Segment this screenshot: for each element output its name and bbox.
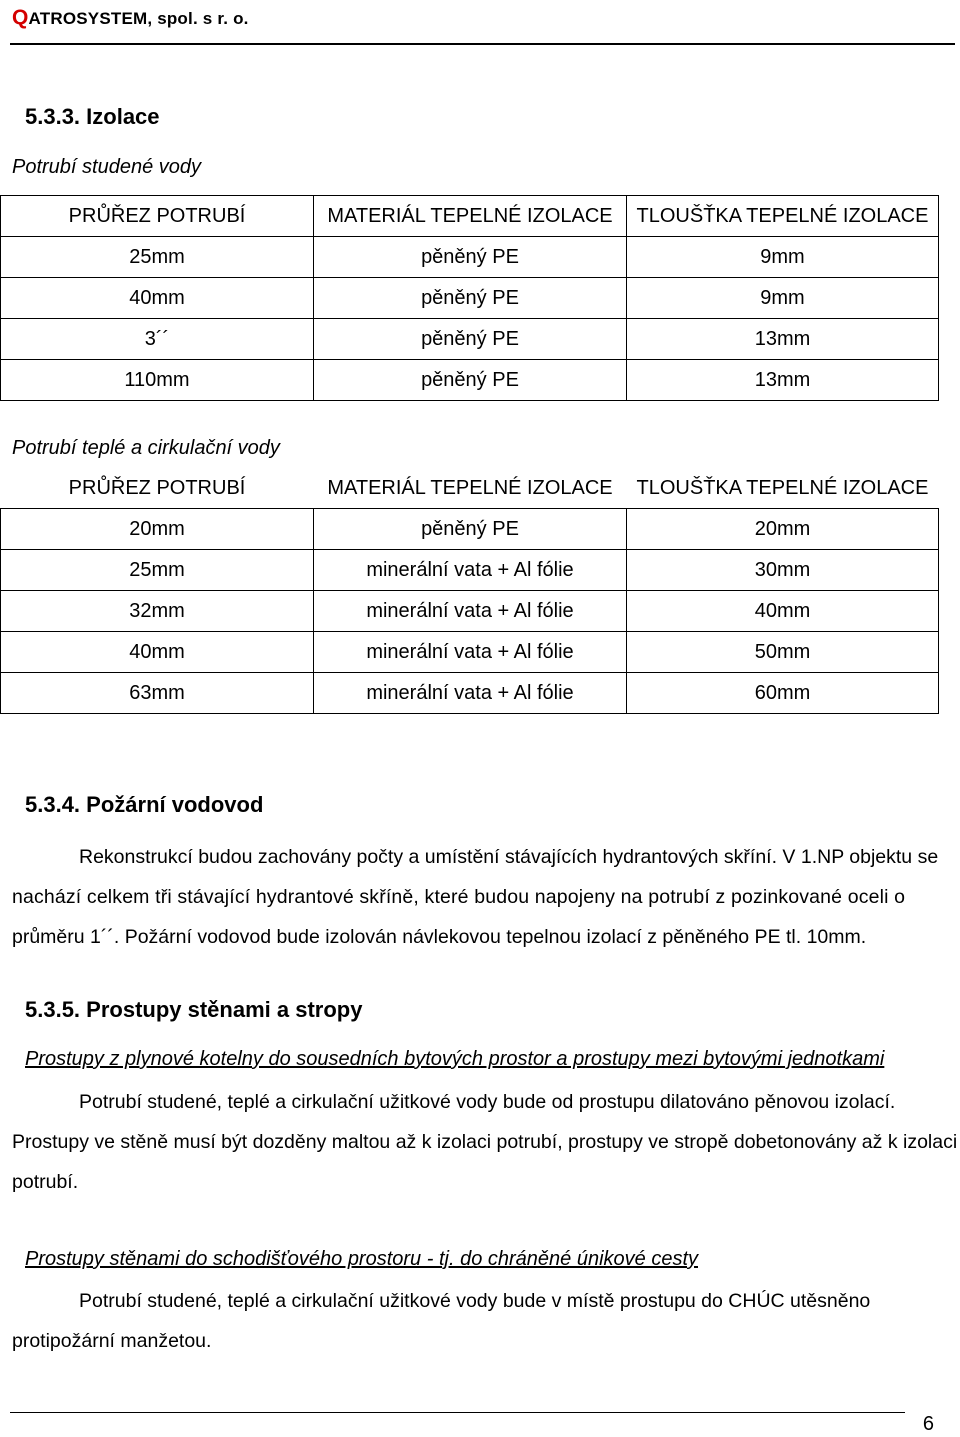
table-cell: pěněný PE	[314, 360, 627, 401]
table-cell: 40mm	[1, 278, 314, 319]
table-row	[1, 673, 939, 714]
passages-subheading-gas-boiler: Prostupy z plynové kotelny do sousedních bytových prostor a prostupy mezi bytovými jednotkami	[25, 1048, 885, 1070]
warm-water-table	[0, 468, 939, 714]
table-cell: pěněný PE	[314, 278, 627, 319]
table-row	[1, 509, 939, 550]
fire-paragraph	[12, 837, 939, 957]
table-cell: minerální vata + Al fólie	[314, 632, 627, 673]
warm-water-title: Potrubí teplé a cirkulační vody	[12, 437, 280, 459]
table-cell: minerální vata + Al fólie	[314, 550, 627, 591]
paragraph-line: průměru 1´´. Požární vodovod bude izolován návlekovou tepelnou izolací z pěněného PE tl. 10mm.	[12, 926, 867, 948]
table-cell: pěněný PE	[314, 237, 627, 278]
table-cell: 110mm	[1, 360, 314, 401]
table-cell: 40mm	[627, 591, 939, 632]
paragraph-line: protipožární manžetou.	[12, 1330, 212, 1352]
table-cell: 9mm	[627, 237, 939, 278]
table-cell: 32mm	[1, 591, 314, 632]
table-cell: 13mm	[627, 319, 939, 360]
column-header: MATERIÁL TEPELNÉ IZOLACE	[314, 196, 627, 237]
paragraph-line: potrubí.	[12, 1171, 79, 1193]
paragraph-line: Potrubí studené, teplé a cirkulační užitkové vody bude od prostupu dilatováno pěnovou izolací.	[79, 1091, 896, 1113]
table-row	[1, 237, 939, 278]
table-cell: 40mm	[1, 632, 314, 673]
company-name-rest: ATROSYSTEM, spol. s r. o.	[28, 9, 249, 28]
table-row	[1, 319, 939, 360]
paragraph-line: Potrubí studené, teplé a cirkulační užitkové vody bude v místě prostupu do CHÚC utěsněno	[79, 1290, 871, 1312]
table-cell: 20mm	[627, 509, 939, 550]
cold-water-title: Potrubí studené vody	[12, 156, 202, 178]
table-header-row	[1, 196, 939, 237]
table-row	[1, 591, 939, 632]
table-cell: 50mm	[627, 632, 939, 673]
table-cell: 25mm	[1, 237, 314, 278]
table-cell: 60mm	[627, 673, 939, 714]
table-cell: 3´´	[1, 319, 314, 360]
table-row	[1, 632, 939, 673]
footer-rule	[10, 1412, 905, 1413]
table-cell: 25mm	[1, 550, 314, 591]
table-cell: pěněný PE	[314, 319, 627, 360]
column-header: PRŮŘEZ POTRUBÍ	[1, 468, 314, 509]
section-heading-fire: 5.3.4. Požární vodovod	[25, 792, 264, 817]
paragraph-line: Prostupy ve stěně musí být dozděny maltou až k izolaci potrubí, prostupy ve stropě dobetonovány až k izolaci	[12, 1131, 958, 1153]
table-row	[1, 360, 939, 401]
table-cell: minerální vata + Al fólie	[314, 591, 627, 632]
company-name	[12, 6, 249, 30]
table-cell: pěněný PE	[314, 509, 627, 550]
table-header-row	[1, 468, 939, 509]
passages-subheading-staircase: Prostupy stěnami do schodišťového prostoru - tj. do chráněné únikové cesty	[25, 1248, 698, 1270]
column-header: TLOUŠŤKA TEPELNÉ IZOLACE	[627, 468, 939, 509]
header-rule	[10, 43, 955, 45]
passages-paragraph-1	[12, 1082, 958, 1202]
cold-water-table	[0, 195, 939, 401]
table-cell: minerální vata + Al fólie	[314, 673, 627, 714]
paragraph-line: Rekonstrukcí budou zachovány počty a umístění stávajících hydrantových skříní. V 1.NP objektu se	[79, 846, 939, 868]
column-header: PRŮŘEZ POTRUBÍ	[1, 196, 314, 237]
table-cell: 13mm	[627, 360, 939, 401]
section-heading-passages: 5.3.5. Prostupy stěnami a stropy	[25, 997, 363, 1022]
table-cell: 9mm	[627, 278, 939, 319]
table-row	[1, 278, 939, 319]
section-heading-isolation: 5.3.3. Izolace	[25, 104, 160, 129]
table-cell: 30mm	[627, 550, 939, 591]
paragraph-line: nachází celkem tři stávající hydrantové skříně, které budou napojeny na potrubí z pozinkované oceli o	[12, 886, 906, 908]
passages-paragraph-2	[12, 1281, 935, 1361]
company-initial: Q	[12, 6, 29, 29]
column-header: TLOUŠŤKA TEPELNÉ IZOLACE	[627, 196, 939, 237]
table-cell: 63mm	[1, 673, 314, 714]
table-row	[1, 550, 939, 591]
page-number: 6	[922, 1413, 934, 1435]
table-cell: 20mm	[1, 509, 314, 550]
column-header: MATERIÁL TEPELNÉ IZOLACE	[314, 468, 627, 509]
